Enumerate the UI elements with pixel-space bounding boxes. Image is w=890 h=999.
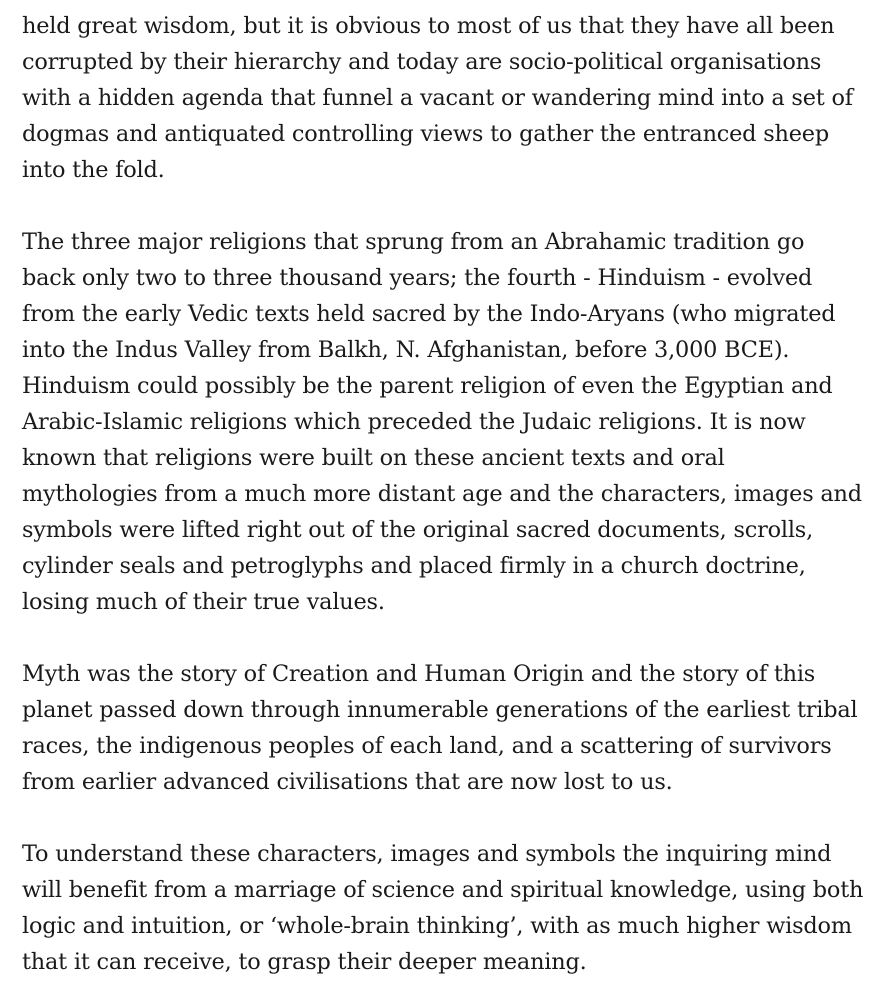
text-line: will benefit from a marriage of science and spiritual knowledge, using both — [22, 877, 864, 903]
text-line: To understand these characters, images and symbols the inquiring mind — [22, 841, 832, 867]
text-line: known that religions were built on these ancient texts and oral — [22, 445, 725, 471]
text-line: symbols were lifted right out of the original sacred documents, scrolls, — [22, 517, 813, 543]
text-line: Arabic-Islamic religions which preceded the Judaic religions. It is now — [22, 409, 806, 435]
text-line: losing much of their true values. — [22, 589, 385, 615]
text-line: from the early Vedic texts held sacred by the Indo-Aryans (who migrated — [22, 301, 836, 327]
text-line: dogmas and antiquated controlling views to gather the entranced sheep — [22, 121, 829, 147]
text-line: planet passed down through innumerable generations of the earliest tribal — [22, 697, 858, 723]
text-line: that it can receive, to grasp their deeper meaning. — [22, 949, 587, 975]
text-line: Myth was the story of Creation and Human Origin and the story of this — [22, 661, 816, 687]
text-line: corrupted by their hierarchy and today are socio-political organisations — [22, 49, 822, 75]
text-line: races, the indigenous peoples of each land, and a scattering of survivors — [22, 733, 832, 759]
paragraph-2 — [22, 224, 872, 620]
text-line: from earlier advanced civilisations that are now lost to us. — [22, 769, 673, 795]
text-line: mythologies from a much more distant age and the characters, images and — [22, 481, 862, 507]
text-line: into the fold. — [22, 157, 165, 183]
paragraph-3 — [22, 656, 872, 800]
text-line: The three major religions that sprung from an Abrahamic tradition go — [22, 229, 805, 255]
text-line: cylinder seals and petroglyphs and placed firmly in a church doctrine, — [22, 553, 806, 579]
text-line: back only two to three thousand years; the fourth - Hinduism - evolved — [22, 265, 813, 291]
paragraph-4 — [22, 836, 872, 980]
paragraph-1 — [22, 8, 872, 188]
text-line: into the Indus Valley from Balkh, N. Afghanistan, before 3,000 BCE). — [22, 337, 790, 363]
text-line: Hinduism could possibly be the parent religion of even the Egyptian and — [22, 373, 833, 399]
text-line: logic and intuition, or ‘whole-brain thinking’, with as much higher wisdom — [22, 913, 852, 939]
text-line: held great wisdom, but it is obvious to most of us that they have all been — [22, 13, 835, 39]
text-line: with a hidden agenda that funnel a vacant or wandering mind into a set of — [22, 85, 853, 111]
